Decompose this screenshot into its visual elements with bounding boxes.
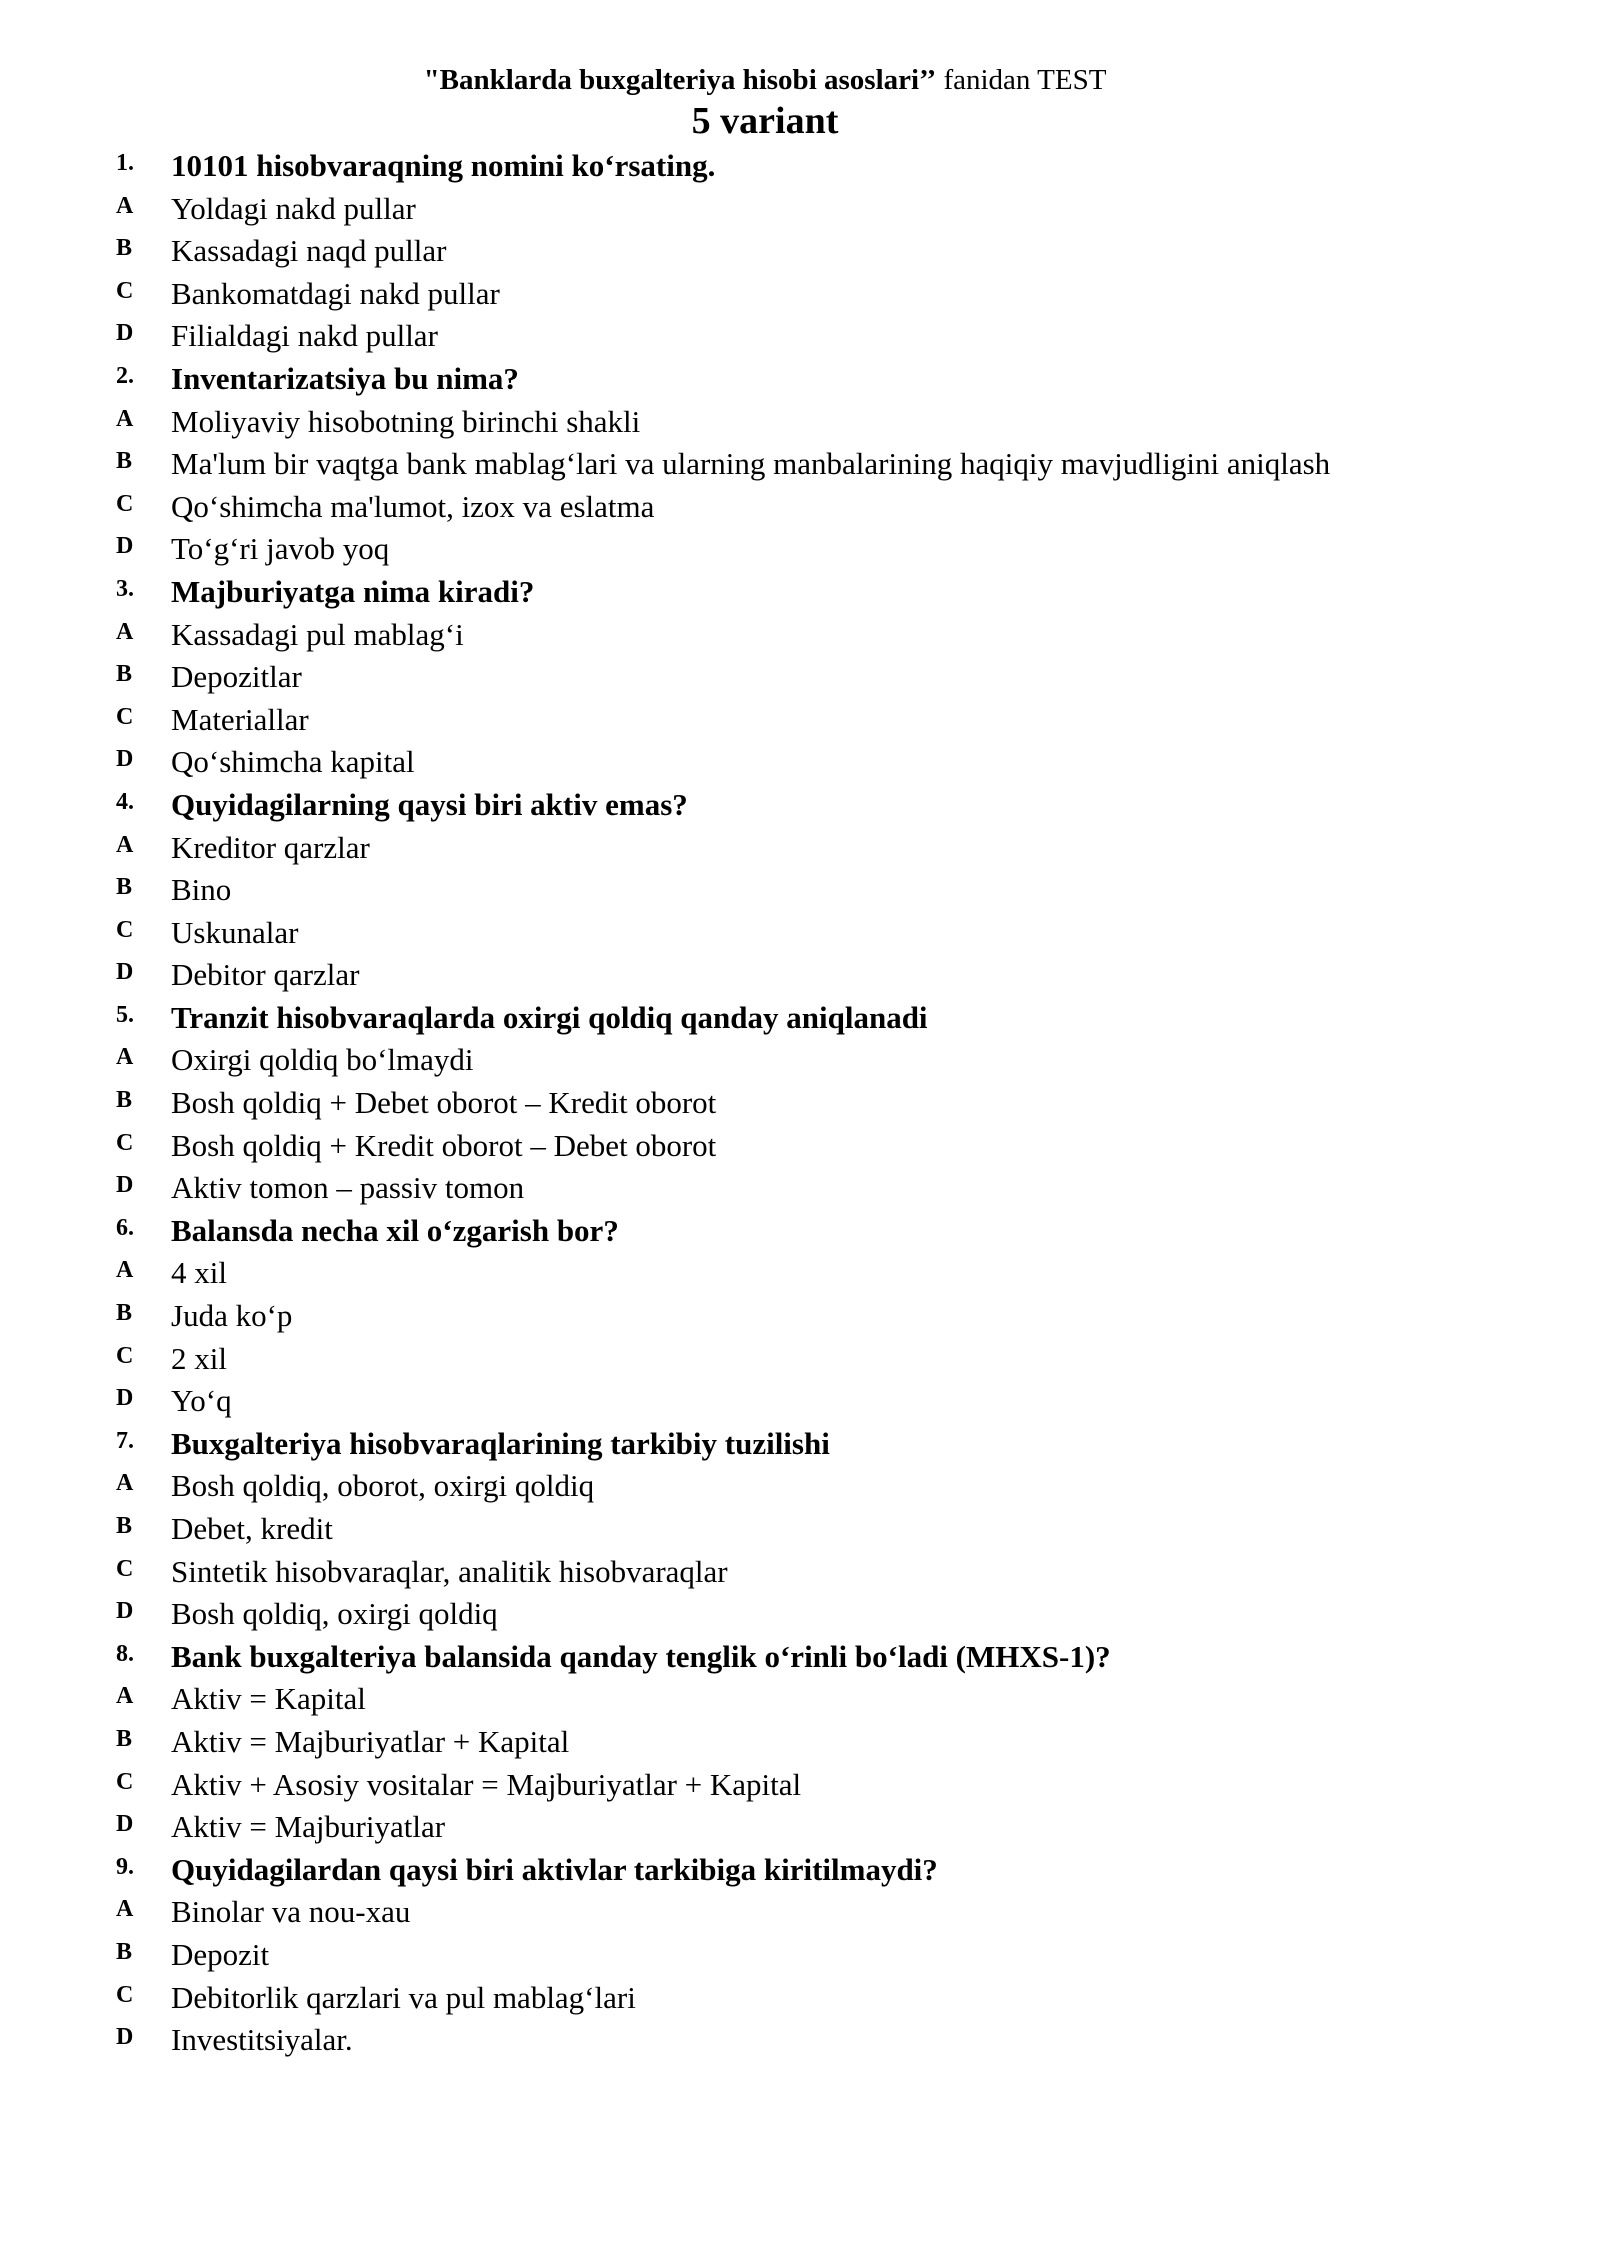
option-text: Bosh qoldiq, oborot, oxirgi qoldiq [171, 1468, 595, 1504]
option-letter: D [116, 1385, 134, 1412]
option-text: Aktiv + Asosiy vositalar = Majburiyatlar + Kapital [171, 1766, 802, 1802]
question-1 [116, 145, 1352, 188]
answer-option [116, 954, 1352, 997]
question-number: 3. [116, 575, 134, 602]
answer-option [116, 1977, 1352, 2020]
option-letter: D [116, 320, 134, 347]
option-letter: A [116, 618, 134, 645]
option-letter: D [116, 959, 134, 986]
option-text: Moliyaviy hisobotning birinchi shakli [171, 403, 641, 439]
answer-option [116, 1764, 1352, 1807]
option-text: Uskunalar [171, 914, 299, 950]
answer-option [116, 1551, 1352, 1594]
answer-option [116, 443, 1352, 486]
option-letter: C [116, 1981, 134, 2008]
question-7 [116, 1423, 1352, 1466]
document-title [0, 62, 1530, 98]
option-text: Ma'lum bir vaqtga bank mablag‘lari va ularning manbalarining haqiqiy mavjudligini aniqlash [171, 446, 1331, 482]
option-text: Aktiv = Majburiyatlar [171, 1809, 446, 1845]
option-letter: B [116, 1938, 133, 1965]
question-text: Bank buxgalteriya balansida qanday tenglik o‘rinli bo‘ladi (MHXS-1)? [171, 1638, 1111, 1674]
question-list [116, 145, 1352, 2062]
answer-option [116, 1125, 1352, 1168]
answer-option [116, 230, 1352, 273]
question-8 [116, 1636, 1352, 1679]
question-text: 10101 hisobvaraqning nomini ko‘rsating. [171, 148, 716, 183]
question-text: Inventarizatsiya bu nima? [171, 360, 519, 396]
answer-option [116, 2019, 1352, 2062]
answer-option [116, 315, 1352, 358]
answer-option [116, 614, 1352, 657]
option-text: Sintetik hisobvaraqlar, analitik hisobvaraqlar [171, 1553, 728, 1589]
answer-option [116, 1252, 1352, 1295]
question-text: Tranzit hisobvaraqlarda oxirgi qoldiq qanday aniqlanadi [171, 999, 928, 1035]
option-text: Qo‘shimcha kapital [171, 744, 415, 780]
question-number: 1. [116, 150, 134, 176]
option-letter: D [116, 2024, 134, 2051]
option-text: Kreditor qarzlar [171, 829, 370, 865]
document-title-bold: "Banklarda buxgalteriya hisobi asoslari’’ [423, 64, 937, 96]
option-letter: A [116, 1896, 134, 1923]
answer-option [116, 1039, 1352, 1082]
answer-option [116, 273, 1352, 316]
answer-option [116, 1721, 1352, 1764]
option-text: Materiallar [171, 701, 309, 737]
answer-option [116, 1082, 1352, 1125]
option-letter: D [116, 1598, 134, 1625]
answer-option [116, 1338, 1352, 1381]
option-letter: D [116, 533, 134, 560]
answer-option [116, 188, 1352, 231]
answer-option [116, 1593, 1352, 1636]
answer-option [116, 1295, 1352, 1338]
option-letter: A [116, 831, 134, 858]
answer-option [116, 1465, 1352, 1508]
question-text: Balansda necha xil o‘zgarish bor? [171, 1212, 619, 1248]
option-text: Kassadagi naqd pullar [171, 233, 447, 269]
option-letter: B [116, 1513, 133, 1539]
option-letter: A [116, 1257, 134, 1284]
option-letter: C [116, 1768, 134, 1795]
question-text: Majburiyatga nima kiradi? [171, 573, 535, 609]
answer-option [116, 1678, 1352, 1721]
option-letter: A [116, 1683, 134, 1710]
option-text: Aktiv = Kapital [171, 1681, 366, 1717]
question-number: 8. [116, 1640, 134, 1667]
option-text: Depozitlar [171, 659, 302, 695]
option-text: Bankomatdagi nakd pullar [171, 275, 500, 311]
question-number: 9. [116, 1853, 134, 1880]
option-text: Bosh qoldiq + Kredit oborot – Debet oborot [171, 1127, 717, 1163]
variant-heading: 5 variant [691, 100, 839, 142]
answer-option [116, 1167, 1352, 1210]
question-5 [116, 997, 1352, 1040]
answer-option [116, 1806, 1352, 1849]
option-text: Bino [171, 872, 232, 908]
option-letter: C [116, 1129, 134, 1156]
option-letter: B [116, 874, 133, 901]
option-text: Aktiv = Majburiyatlar + Kapital [171, 1723, 570, 1759]
option-letter: D [116, 746, 134, 773]
option-text: Bosh qoldiq, oxirgi qoldiq [171, 1596, 498, 1632]
option-letter: B [116, 1300, 133, 1327]
option-letter: D [116, 1811, 134, 1838]
option-text: 2 xil [171, 1340, 227, 1376]
answer-option [116, 1934, 1352, 1977]
question-9 [116, 1849, 1352, 1892]
option-text: Depozit [171, 1936, 270, 1972]
option-text: To‘g‘ri javob yoq [171, 531, 390, 567]
question-number: 2. [116, 362, 134, 389]
answer-option [116, 912, 1352, 955]
option-letter: C [116, 703, 134, 730]
answer-option [116, 486, 1352, 529]
option-text: Oxirgi qoldiq bo‘lmaydi [171, 1042, 474, 1078]
option-text: Investitsiyalar. [171, 2022, 353, 2058]
question-3 [116, 571, 1352, 614]
answer-option [116, 401, 1352, 444]
answer-option [116, 656, 1352, 699]
option-letter: C [116, 1555, 134, 1582]
option-text: 4 xil [171, 1255, 227, 1291]
option-text: Debitorlik qarzlari va pul mablag‘lari [171, 1979, 636, 2015]
answer-option [116, 741, 1352, 784]
option-letter: C [116, 916, 134, 943]
option-letter: B [116, 661, 133, 688]
option-text: Debet, kredit [171, 1511, 333, 1546]
option-letter: C [116, 1342, 134, 1369]
option-letter: D [116, 1172, 134, 1199]
question-2 [116, 358, 1352, 401]
question-text: Quyidagilarning qaysi biri aktiv emas? [171, 786, 688, 822]
option-letter: B [116, 1087, 133, 1114]
option-letter: A [116, 405, 134, 432]
question-text: Quyidagilardan qaysi biri aktivlar tarkibiga kiritilmaydi? [171, 1851, 938, 1887]
question-number: 7. [116, 1427, 134, 1454]
option-letter: A [116, 192, 134, 219]
answer-option [116, 869, 1352, 912]
answer-option [116, 699, 1352, 742]
option-text: Kassadagi pul mablag‘i [171, 616, 464, 652]
option-letter: A [116, 1470, 134, 1497]
question-number: 4. [116, 788, 134, 815]
question-text: Buxgalteriya hisobvaraqlarining tarkibiy tuzilishi [171, 1425, 830, 1461]
option-letter: C [116, 277, 134, 304]
question-number: 5. [116, 1001, 134, 1028]
option-text: Juda ko‘p [171, 1298, 293, 1334]
answer-option [116, 1508, 1352, 1551]
question-4 [116, 784, 1352, 827]
option-letter: B [116, 448, 133, 475]
option-letter: A [116, 1044, 134, 1071]
option-text: Qo‘shimcha ma'lumot, izox va eslatma [171, 488, 655, 524]
answer-option [116, 827, 1352, 870]
option-text: Aktiv tomon – passiv tomon [171, 1170, 525, 1206]
option-text: Yoldagi nakd pullar [171, 190, 416, 226]
option-text: Bosh qoldiq + Debet oborot – Kredit oborot [171, 1085, 717, 1121]
answer-option [116, 1891, 1352, 1934]
option-letter: B [116, 235, 133, 262]
option-text: Debitor qarzlar [171, 957, 360, 993]
option-letter: B [116, 1725, 133, 1752]
document-title-rest: fanidan TEST [936, 64, 1107, 96]
option-text: Filialdagi nakd pullar [171, 318, 438, 354]
option-letter: C [116, 490, 134, 517]
answer-option [116, 528, 1352, 571]
option-text: Binolar va nou-xau [171, 1894, 411, 1930]
answer-option [116, 1380, 1352, 1423]
question-number: 6. [116, 1214, 134, 1241]
question-6 [116, 1210, 1352, 1253]
option-text: Yo‘q [171, 1383, 232, 1419]
